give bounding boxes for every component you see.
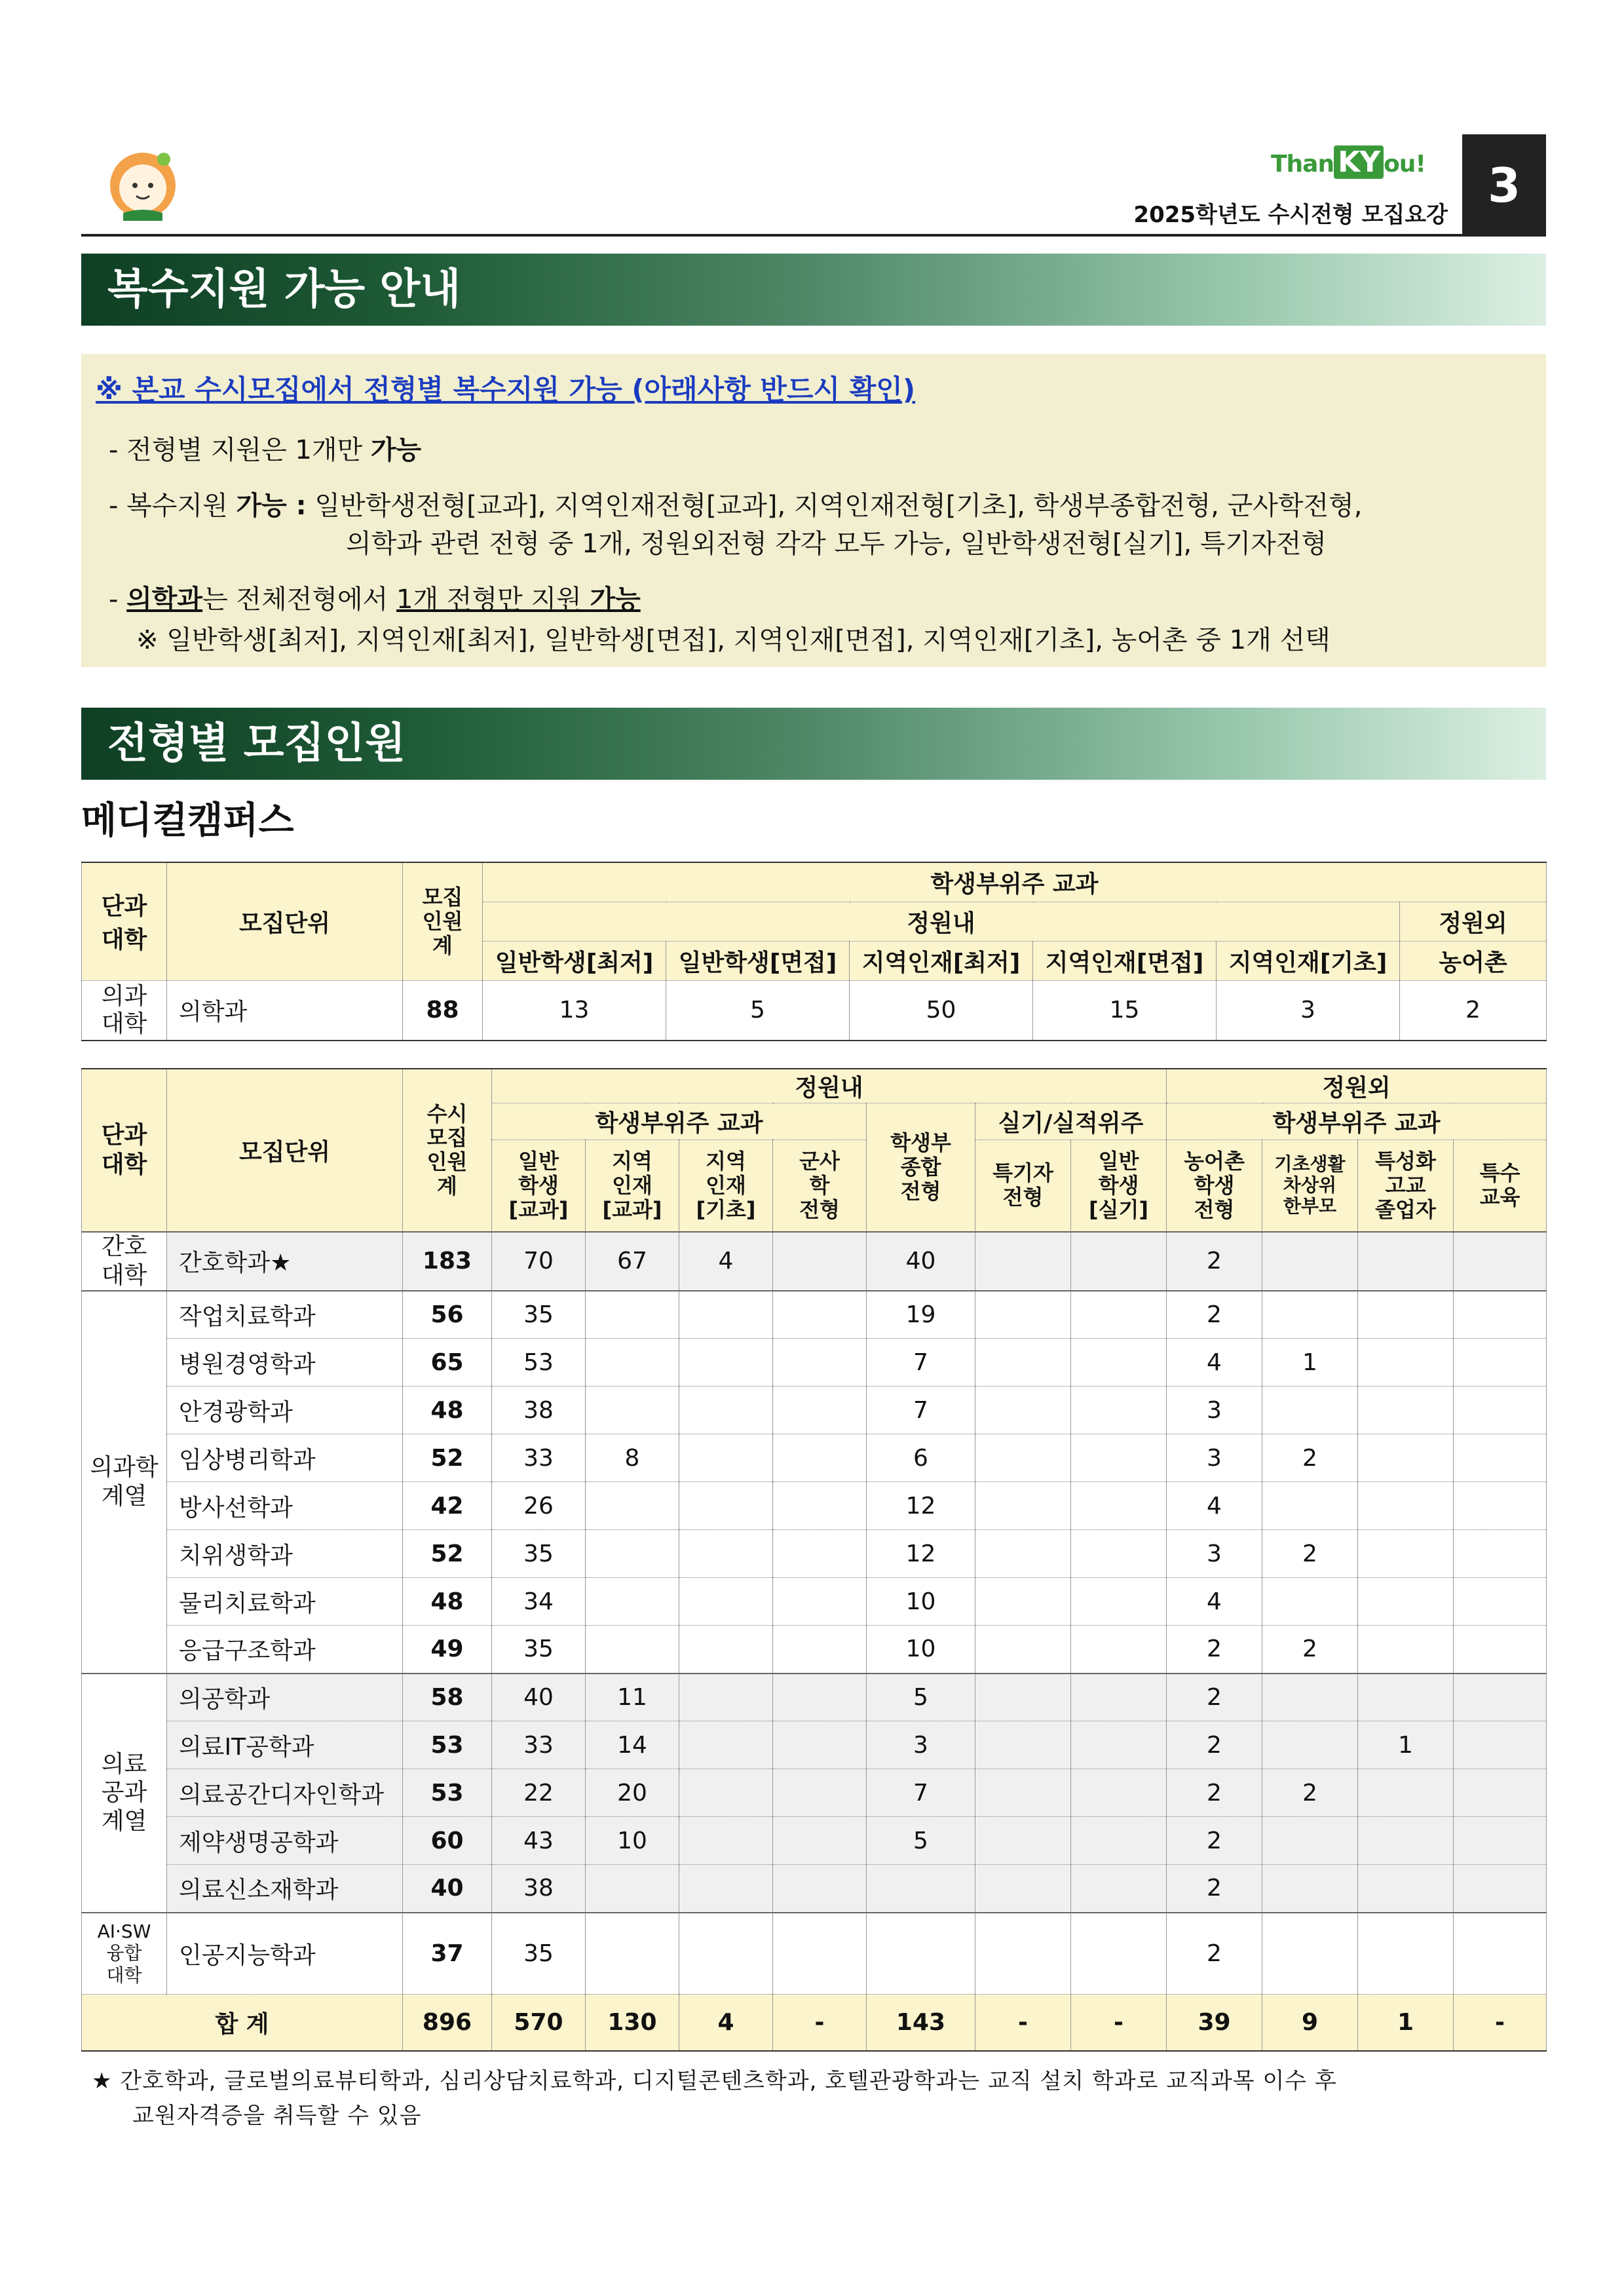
cell-unit: 방사선학과 (167, 1482, 403, 1530)
cell-value: 2 (1167, 1913, 1262, 1995)
cell-value (773, 1913, 867, 1995)
cell-value (1262, 1865, 1358, 1913)
cell-value (1454, 1769, 1547, 1817)
cell-value (975, 1913, 1071, 1995)
cell-unit: 의료공간디자인학과 (167, 1769, 403, 1817)
cell-value (1262, 1232, 1358, 1291)
cell-value: 4 (1167, 1578, 1262, 1626)
cell-value: 2 (1262, 1626, 1358, 1674)
cell-total: 53 (403, 1721, 492, 1769)
cell-value (1454, 1913, 1547, 1995)
cell-value (679, 1913, 773, 1995)
cell-college: 의과 대학 (82, 980, 167, 1041)
cell-value: 2 (1167, 1721, 1262, 1769)
notice-line-2: - 복수지원 가능 : 일반학생전형[교과], 지역인재전형[교과], 지역인재전형[기초], 학생부종합전형, 군사학전형, (109, 491, 1363, 521)
cell-unit: 의료신소재학과 (167, 1865, 403, 1913)
cell-value (1454, 1291, 1547, 1339)
cell-value: 53 (492, 1339, 586, 1387)
cell-value (586, 1387, 679, 1434)
cell-total: 183 (403, 1232, 492, 1291)
university-logo: Than KY ou! (1271, 145, 1426, 179)
cell-value (679, 1817, 773, 1865)
cell-value: 2 (1262, 1530, 1358, 1578)
col-header: 일반 학생 [교과] (492, 1140, 586, 1232)
cell-value: 35 (492, 1913, 586, 1995)
cell-value (1071, 1482, 1167, 1530)
total-cell: - (1071, 1995, 1167, 2051)
cell-value (1454, 1482, 1547, 1530)
medical-campus-quota-table (81, 1068, 1547, 2052)
cell-value: 10 (867, 1578, 975, 1626)
table-row (82, 1232, 1547, 1291)
cell-value (773, 1291, 867, 1339)
cell-value (586, 1482, 679, 1530)
cell-value: 14 (586, 1721, 679, 1769)
cell-value (1262, 1913, 1358, 1995)
total-cell: - (773, 1995, 867, 2051)
cell-value (1454, 1434, 1547, 1482)
cell-value: 5 (666, 980, 850, 1041)
cell-value (1262, 1578, 1358, 1626)
table-row (82, 1482, 1547, 1530)
cell-value (773, 1339, 867, 1387)
cell-value (1454, 1817, 1547, 1865)
cell-unit: 작업치료학과 (167, 1291, 403, 1339)
cell-value: 1 (1358, 1721, 1454, 1769)
cell-value (773, 1865, 867, 1913)
cell-value: 35 (492, 1626, 586, 1674)
col-header-unit: 모집단위 (167, 862, 403, 980)
col-header: 지역 인재 [기초] (679, 1140, 773, 1232)
cell-value (975, 1291, 1071, 1339)
cell-total: 58 (403, 1674, 492, 1721)
cell-college: AI·SW 융합 대학 (82, 1913, 167, 1995)
cell-value: 70 (492, 1232, 586, 1291)
cell-value (773, 1769, 867, 1817)
total-cell: 4 (679, 1995, 773, 2051)
cell-value (773, 1387, 867, 1434)
cell-value: 3 (1167, 1434, 1262, 1482)
col-header: 지역인재[최저] (850, 941, 1033, 980)
col-header: 농어촌 (1400, 941, 1547, 980)
group-header-gyogwa: 학생부위주 교과 (492, 1103, 867, 1140)
cell-value (1071, 1291, 1167, 1339)
cell-value: 7 (867, 1387, 975, 1434)
cell-value: 33 (492, 1434, 586, 1482)
cell-value (975, 1626, 1071, 1674)
cell-value: 15 (1033, 980, 1217, 1041)
group-header-in: 정원내 (492, 1069, 1167, 1103)
col-header: 군사 학 전형 (773, 1140, 867, 1232)
cell-value: 2 (1167, 1769, 1262, 1817)
cell-unit: 인공지능학과 (167, 1913, 403, 1995)
cell-value (975, 1865, 1071, 1913)
col-header: 일반 학생 [실기] (1071, 1140, 1167, 1232)
cell-unit: 응급구조학과 (167, 1626, 403, 1674)
cell-value: 12 (867, 1530, 975, 1578)
cell-value (1262, 1817, 1358, 1865)
cell-value: 7 (867, 1769, 975, 1817)
col-header: 일반학생[면접] (666, 941, 850, 980)
cell-value (679, 1674, 773, 1721)
cell-value: 38 (492, 1387, 586, 1434)
cell-value: 43 (492, 1817, 586, 1865)
cell-value (1262, 1482, 1358, 1530)
cell-value (1071, 1721, 1167, 1769)
notice-box (81, 354, 1546, 667)
cell-value (679, 1530, 773, 1578)
cell-value (773, 1232, 867, 1291)
col-header-total: 모집 인원 계 (403, 862, 483, 980)
cell-value (1454, 1232, 1547, 1291)
cell-value (1358, 1232, 1454, 1291)
cell-total: 52 (403, 1434, 492, 1482)
cell-value (1454, 1721, 1547, 1769)
cell-college: 의과학 계열 (82, 1291, 167, 1674)
cell-value (1358, 1291, 1454, 1339)
cell-value: 20 (586, 1769, 679, 1817)
cell-total: 52 (403, 1530, 492, 1578)
cell-value: 2 (1167, 1232, 1262, 1291)
notice-line-1: - 전형별 지원은 1개만 가능 (109, 435, 422, 465)
cell-value: 67 (586, 1232, 679, 1291)
cell-value: 5 (867, 1817, 975, 1865)
cell-value (586, 1291, 679, 1339)
cell-value: 2 (1400, 980, 1547, 1041)
cell-value (1358, 1482, 1454, 1530)
table-row (82, 1721, 1547, 1769)
cell-value (975, 1434, 1071, 1482)
cell-value: 8 (586, 1434, 679, 1482)
cell-total: 60 (403, 1817, 492, 1865)
table-row (82, 1865, 1547, 1913)
cell-value: 3 (1167, 1387, 1262, 1434)
cell-value (679, 1865, 773, 1913)
cell-value (1454, 1674, 1547, 1721)
col-header-jonghap: 학생부 종합 전형 (867, 1103, 975, 1232)
group-header-gyogwa: 학생부위주 교과 (483, 862, 1547, 902)
cell-value: 4 (1167, 1339, 1262, 1387)
cell-value (586, 1578, 679, 1626)
cell-value (679, 1339, 773, 1387)
cell-value (1071, 1530, 1167, 1578)
page-number: 3 (1462, 134, 1546, 236)
cell-value: 3 (867, 1721, 975, 1769)
cell-value: 10 (586, 1817, 679, 1865)
cell-value: 4 (679, 1232, 773, 1291)
cell-total: 42 (403, 1482, 492, 1530)
cell-value (773, 1626, 867, 1674)
total-cell: 130 (586, 1995, 679, 2051)
cell-value (1071, 1769, 1167, 1817)
cell-value (773, 1530, 867, 1578)
cell-value (1071, 1578, 1167, 1626)
cell-value (1071, 1434, 1167, 1482)
cell-value (773, 1434, 867, 1482)
group-header-gyogwa-out: 학생부위주 교과 (1167, 1103, 1547, 1140)
col-header: 일반학생[최저] (483, 941, 666, 980)
cell-value (586, 1913, 679, 1995)
cell-value (975, 1232, 1071, 1291)
cell-value: 2 (1167, 1865, 1262, 1913)
cell-value (1454, 1387, 1547, 1434)
cell-value (1071, 1387, 1167, 1434)
table-row (82, 1626, 1547, 1674)
cell-value: 40 (867, 1232, 975, 1291)
cell-value (1454, 1865, 1547, 1913)
cell-value (679, 1721, 773, 1769)
cell-value (1358, 1769, 1454, 1817)
cell-total: 37 (403, 1913, 492, 1995)
cell-total: 53 (403, 1769, 492, 1817)
cell-unit: 병원경영학과 (167, 1339, 403, 1387)
cell-value: 19 (867, 1291, 975, 1339)
cell-value (773, 1482, 867, 1530)
col-header: 기초생활 차상위 한부모 (1262, 1140, 1358, 1232)
cell-value: 10 (867, 1626, 975, 1674)
cell-value (975, 1721, 1071, 1769)
cell-value: 2 (1262, 1769, 1358, 1817)
cell-value (1071, 1339, 1167, 1387)
footnote-line-1: ★ 간호학과, 글로벌의료뷰티학과, 심리상담치료학과, 디지털콘텐츠학과, 호텔관광학과는 교직 설치 학과로 교직과목 이수 후 (92, 2068, 1337, 2094)
notice-line-4: - 의학과는 전체전형에서 1개 전형만 지원 가능 (109, 584, 641, 615)
cell-value (1358, 1626, 1454, 1674)
cell-value (867, 1865, 975, 1913)
cell-value: 13 (483, 980, 666, 1041)
cell-value (679, 1291, 773, 1339)
cell-value (975, 1769, 1071, 1817)
section-title: 전형별 모집인원 (107, 719, 406, 768)
cell-value: 2 (1167, 1817, 1262, 1865)
cell-value (1358, 1434, 1454, 1482)
cell-value: 5 (867, 1674, 975, 1721)
table-row (82, 1530, 1547, 1578)
cell-value (773, 1674, 867, 1721)
cell-value (1071, 1865, 1167, 1913)
cell-total: 65 (403, 1339, 492, 1387)
cell-value (586, 1530, 679, 1578)
total-cell: 896 (403, 1995, 492, 2051)
group-header-out: 정원외 (1167, 1069, 1547, 1103)
cell-value (679, 1482, 773, 1530)
table-row (82, 1578, 1547, 1626)
cell-value (975, 1578, 1071, 1626)
cell-value (1358, 1530, 1454, 1578)
cell-unit: 의학과 (167, 980, 403, 1041)
cell-value (1071, 1817, 1167, 1865)
col-header: 지역인재[기초] (1217, 941, 1400, 980)
total-cell: 39 (1167, 1995, 1262, 2051)
table-row (82, 1387, 1547, 1434)
total-cell: 1 (1358, 1995, 1454, 2051)
group-header-silgi: 실기/실적위주 (975, 1103, 1167, 1140)
cell-value (773, 1721, 867, 1769)
cell-value (1358, 1817, 1454, 1865)
cell-unit: 간호학과★ (167, 1232, 403, 1291)
total-label: 합 계 (82, 1995, 403, 2051)
cell-value (1262, 1387, 1358, 1434)
cell-value (1358, 1578, 1454, 1626)
cell-value (1454, 1626, 1547, 1674)
cell-value: 12 (867, 1482, 975, 1530)
col-header: 농어촌 학생 전형 (1167, 1140, 1262, 1232)
cell-value: 3 (1167, 1530, 1262, 1578)
footnote (92, 2064, 1533, 2133)
table-row (82, 1291, 1547, 1339)
cell-value (1454, 1578, 1547, 1626)
col-header: 지역인재[면접] (1033, 941, 1217, 980)
col-header-total: 수시 모집 인원 계 (403, 1069, 492, 1232)
cell-value (1262, 1291, 1358, 1339)
cell-value (975, 1387, 1071, 1434)
campus-heading: 메디컬캠퍼스 (81, 799, 294, 842)
group-header-in: 정원내 (483, 902, 1400, 941)
cell-value (679, 1387, 773, 1434)
cell-value (1358, 1339, 1454, 1387)
cell-value (1071, 1626, 1167, 1674)
table-row (82, 1769, 1547, 1817)
cell-total: 49 (403, 1626, 492, 1674)
cell-value (1358, 1387, 1454, 1434)
total-cell: 9 (1262, 1995, 1358, 2051)
col-header-college: 단과 대학 (82, 1069, 167, 1232)
cell-value: 4 (1167, 1482, 1262, 1530)
cell-value (1071, 1232, 1167, 1291)
medical-quota-table (81, 862, 1547, 1041)
cell-value (1071, 1674, 1167, 1721)
cell-value (1262, 1721, 1358, 1769)
cell-value (679, 1626, 773, 1674)
cell-value (1454, 1339, 1547, 1387)
cell-value: 1 (1262, 1339, 1358, 1387)
col-header: 특성화 고교 졸업자 (1358, 1140, 1454, 1232)
cell-unit: 제약생명공학과 (167, 1817, 403, 1865)
cell-unit: 의공학과 (167, 1674, 403, 1721)
cell-value (586, 1339, 679, 1387)
cell-value (975, 1482, 1071, 1530)
cell-value (586, 1626, 679, 1674)
cell-total: 88 (403, 980, 483, 1041)
cell-unit: 안경광학과 (167, 1387, 403, 1434)
cell-college: 간호 대학 (82, 1232, 167, 1291)
cell-value (1454, 1530, 1547, 1578)
section-title: 복수지원 가능 안내 (107, 265, 461, 314)
cell-value: 6 (867, 1434, 975, 1482)
col-header-college: 단과 대학 (82, 862, 167, 980)
cell-unit: 의료IT공학과 (167, 1721, 403, 1769)
cell-value: 38 (492, 1865, 586, 1913)
table-row (82, 1674, 1547, 1721)
cell-value: 40 (492, 1674, 586, 1721)
section-bar-quota (81, 708, 1546, 780)
notice-line-3: 의학과 관련 전형 중 1개, 정원외전형 각각 모두 가능, 일반학생전형[실기], 특기자전형 (346, 529, 1327, 559)
cell-value: 50 (850, 980, 1033, 1041)
cell-value (1358, 1865, 1454, 1913)
cell-college: 의료 공과 계열 (82, 1674, 167, 1913)
cell-value: 11 (586, 1674, 679, 1721)
cell-value (1358, 1913, 1454, 1995)
cell-value (679, 1769, 773, 1817)
cell-value (1262, 1674, 1358, 1721)
col-header: 특수 교육 (1454, 1140, 1547, 1232)
total-cell: - (975, 1995, 1071, 2051)
cell-total: 48 (403, 1387, 492, 1434)
cell-unit: 치위생학과 (167, 1530, 403, 1578)
cell-value: 22 (492, 1769, 586, 1817)
col-header: 특기자 전형 (975, 1140, 1071, 1232)
cell-value: 2 (1167, 1291, 1262, 1339)
cell-total: 56 (403, 1291, 492, 1339)
cell-value: 35 (492, 1530, 586, 1578)
cell-unit: 임상병리학과 (167, 1434, 403, 1482)
cell-value: 3 (1217, 980, 1400, 1041)
table-row (82, 1339, 1547, 1387)
cell-value (975, 1530, 1071, 1578)
cell-value: 35 (492, 1291, 586, 1339)
document-subtitle: 2025학년도 수시전형 모집요강 (1133, 202, 1448, 228)
notice-line-5: ※ 일반학생[최저], 지역인재[최저], 일반학생[면접], 지역인재[면접], 지역인재[기초], 농어촌 중 1개 선택 (136, 625, 1331, 655)
cell-unit: 물리치료학과 (167, 1578, 403, 1626)
cell-total: 40 (403, 1865, 492, 1913)
cell-value: 2 (1262, 1434, 1358, 1482)
cell-value: 2 (1167, 1674, 1262, 1721)
table-row (82, 1434, 1547, 1482)
cell-value (975, 1339, 1071, 1387)
cell-total: 48 (403, 1578, 492, 1626)
col-header-unit: 모집단위 (167, 1069, 403, 1232)
cell-value (773, 1578, 867, 1626)
cell-value (679, 1434, 773, 1482)
cell-value: 2 (1167, 1626, 1262, 1674)
cell-value (975, 1817, 1071, 1865)
cell-value (867, 1913, 975, 1995)
mascot-icon (104, 147, 182, 226)
cell-value (773, 1817, 867, 1865)
group-header-out: 정원외 (1400, 902, 1547, 941)
total-cell: - (1454, 1995, 1547, 2051)
table-row (82, 1817, 1547, 1865)
total-cell: 570 (492, 1995, 586, 2051)
footnote-line-2: 교원자격증을 취득할 수 있음 (132, 2102, 422, 2129)
cell-value (1071, 1913, 1167, 1995)
cell-value (975, 1674, 1071, 1721)
cell-value (586, 1865, 679, 1913)
col-header: 지역 인재 [교과] (586, 1140, 679, 1232)
total-cell: 143 (867, 1995, 975, 2051)
section-bar-multiple-application (81, 254, 1546, 326)
cell-value: 26 (492, 1482, 586, 1530)
header-divider (81, 234, 1546, 237)
cell-value (679, 1578, 773, 1626)
cell-value (1358, 1674, 1454, 1721)
cell-value: 33 (492, 1721, 586, 1769)
notice-title: ※ 본교 수시모집에서 전형별 복수지원 가능 (아래사항 반드시 확인) (96, 373, 916, 406)
table-row (82, 1913, 1547, 1995)
cell-value: 7 (867, 1339, 975, 1387)
cell-value: 34 (492, 1578, 586, 1626)
